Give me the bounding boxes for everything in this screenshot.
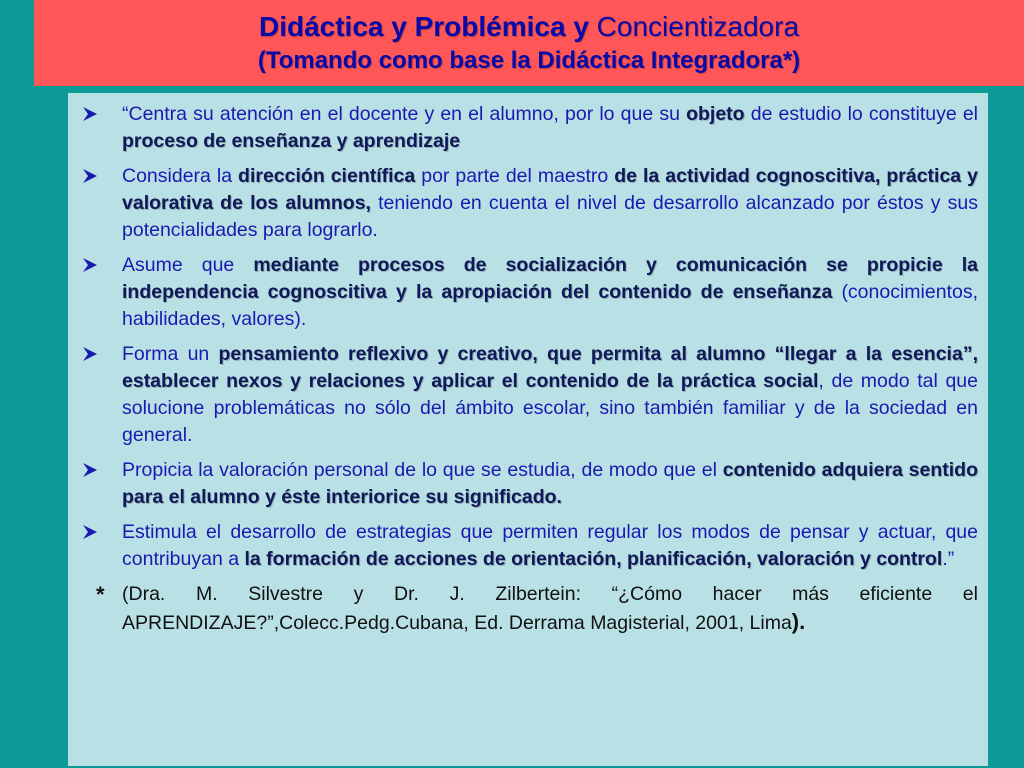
bullet-text: Estimula el desarrollo de estrategias que permiten regular los modos de pensar y actuar, que contribuyan a [122,521,978,570]
bullet-emphasis: objeto [686,103,745,125]
bullet-text: (conocimientos, habilidades, valores). [122,281,978,330]
title-banner [34,0,1024,86]
bullet-text: “Centra su atención en el docente y en el alumno, por lo que su [122,103,687,125]
bullet-text: Asume que [122,254,254,276]
bullet-text: teniendo en cuenta el nivel de desarrollo alcanzado por éstos y sus potencialidades para lograrlo. [122,192,978,241]
reference-tail: ). [791,609,806,634]
bullet-emphasis: pensamiento reflexivo y creativo, que permita al alumno “llegar a la esencia”, establecer nexos y relaciones y aplicar el contenido de la práctica social [122,343,978,392]
bullet-text: por parte del maestro [415,165,615,187]
arrowhead-bullet-icon [82,168,98,184]
slide-title [34,9,1024,45]
bullet-text: .” [942,548,955,570]
reference-text: (Dra. M. Silvestre y Dr. J. Zilbertein: “¿Cómo hacer más eficiente el APRENDIZAJE?”,Colecc.Pedg.Cubana, Ed. Derrama Magisterial, 2001, Lima [122,583,978,634]
bullet-emphasis: de la actividad cognoscitiva, práctica y valorativa de los alumnos, [122,165,978,214]
bullet-item [78,519,978,573]
slide-subtitle: (Tomando como base la Didáctica Integradora*) [257,47,801,74]
content-panel [68,93,988,766]
footnote-star: * [96,582,105,607]
title-bold-part: Didáctica y Problémica y [258,11,589,42]
bullet-text: Considera la [122,165,239,187]
arrowhead-bullet-icon [82,106,98,122]
bullet-item [78,457,978,511]
title-normal-part: Concientizadora [588,11,800,42]
bullet-text: Propicia la valoración personal de lo que se estudia, de modo que el [122,459,723,481]
bullet-item [78,252,978,333]
arrowhead-bullet-icon [82,346,98,362]
bullet-emphasis: dirección científica [238,165,416,187]
bullet-emphasis: contenido adquiera sentido para el alumno y éste interiorice su significado. [122,459,978,508]
bullet-item [78,163,978,244]
bullet-text: Forma un [122,343,219,365]
bullet-text: , de modo tal que solucione problemáticas no sólo del ámbito escolar, sino también familiar y de la sociedad en general. [122,370,978,446]
reference-note [78,581,978,637]
bullet-emphasis: la formación de acciones de orientación, planificación, valoración y control [244,548,943,570]
bullet-text: de estudio lo constituye el [744,103,979,125]
arrowhead-bullet-icon [82,524,98,540]
arrowhead-bullet-icon [82,462,98,478]
bullet-item [78,101,978,155]
bullet-emphasis: mediante procesos de socialización y comunicación se propicie la independencia cognoscitiva y la apropiación del contenido de enseñanza [122,254,979,303]
arrowhead-bullet-icon [82,257,98,273]
bullet-emphasis: proceso de enseñanza y aprendizaje [122,130,461,152]
bullet-item [78,341,978,449]
